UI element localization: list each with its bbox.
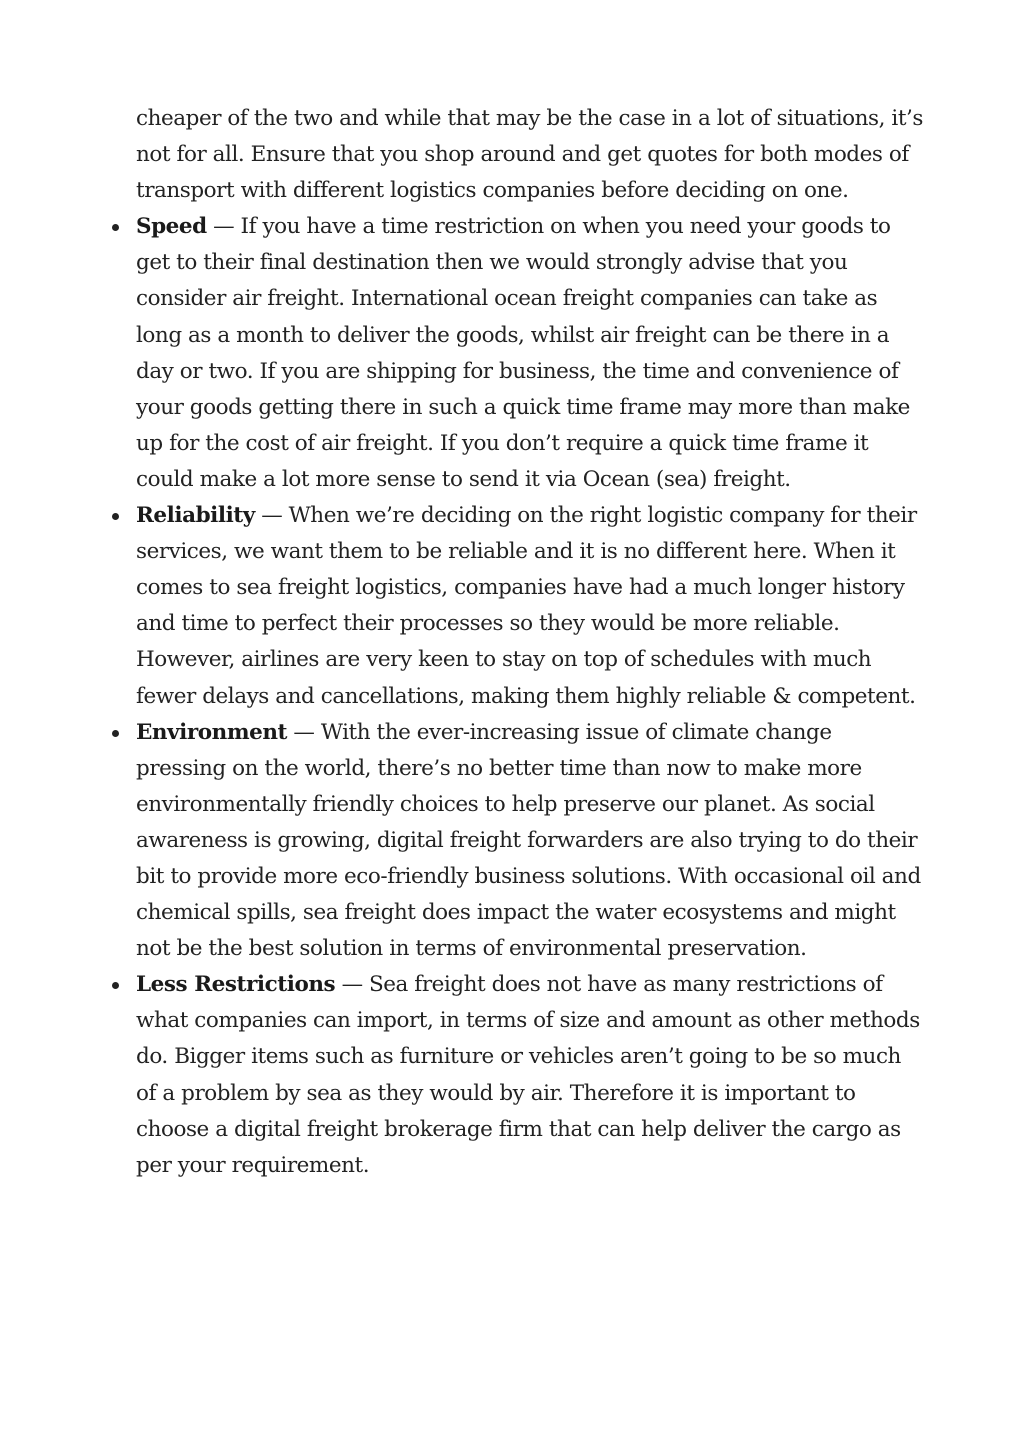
bullet-item-speed	[136, 209, 926, 498]
bullet-text: — With the ever-increasing issue of climate change pressing on the world, there’s no better time than now to make more environmentally friendly choices to help preserve our planet. As social awareness is growing, digital freight forwarders are also trying to do their bit to provide more eco-friendly business solutions. With occasional oil and chemical spills, sea freight does impact the water ecosystems and might not be the best solution in terms of environmental preservation.	[136, 719, 921, 962]
bullet-item-reliability	[136, 498, 926, 715]
bullet-text: — Sea freight does not have as many restrictions of what companies can import, in terms of size and amount as other methods do. Bigger items such as furniture or vehicles aren’t going to be so much of a problem by sea as they would by air. Therefore it is important to choose a digital freight brokerage firm that can help deliver the cargo as per your requirement.	[136, 972, 920, 1178]
bullet-term: Environment	[136, 719, 288, 745]
bullet-term: Reliability	[136, 503, 255, 529]
bullet-icon	[112, 224, 119, 231]
bullet-text: — When we’re deciding on the right logistic company for their services, we want them to be reliable and it is no different here. When it comes to sea freight logistics, companies have had a much longer history and time to perfect their processes so they would be more reliable. However, airlines are very keen to stay on top of schedules with much fewer delays and cancellations, making them highly reliable & competent.	[136, 503, 917, 709]
intro-paragraph: cheaper of the two and while that may be the case in a lot of situations, it’s not for all. Ensure that you shop around and get quotes for both modes of transport with different logistics companies before deciding on one.	[136, 106, 923, 204]
bullet-icon	[112, 513, 119, 520]
bullet-term: Speed	[136, 214, 207, 240]
bullet-icon	[112, 730, 119, 737]
bullet-item-environment	[136, 715, 926, 968]
bullet-text: — If you have a time restriction on when you need your goods to get to their final destination then we would strongly advise that you consider air freight. International ocean freight companies can take as long as a month to deliver the goods, whilst air freight can be there in a day or two. If you are shipping for business, the time and convenience of your goods getting there in such a quick time frame may more than make up for the cost of air freight. If you don’t require a quick time frame it could make a lot more sense to send it via Ocean (sea) freight.	[136, 214, 910, 492]
bullet-item-less-restrictions	[136, 967, 926, 1184]
document-body	[136, 101, 926, 1184]
bullet-icon	[112, 982, 119, 989]
bullet-list	[136, 209, 926, 1184]
bullet-term: Less Restrictions	[136, 972, 336, 998]
